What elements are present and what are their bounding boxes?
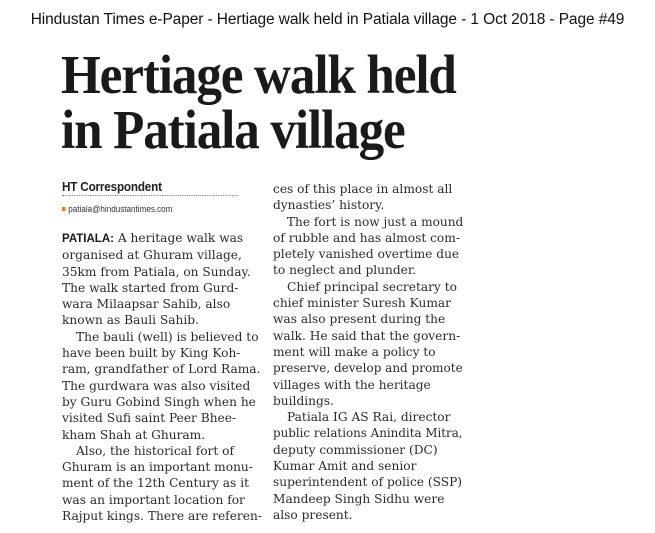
text-line: deputy commissioner (DC) [273,442,438,457]
text-line: wara Milaapsar Sahib, also [62,297,231,312]
text-line: Kumar Amit and senior [273,459,417,474]
paragraph [273,279,463,409]
text-line: Also, the historical fort of [76,443,234,458]
article-column-2 [273,181,463,523]
paragraph [62,443,262,524]
text-line: walk. He said that the govern- [273,328,461,343]
email-link[interactable]: patiala@hindustantimes.com [68,204,173,214]
text-line: The bauli (well) is believed to [76,329,259,344]
bullet-square-icon [62,207,66,211]
text-line: organised at Ghuram village, [62,248,242,263]
text-line: superintendent of police (SSP) [273,475,463,490]
text-line: The walk started from Gurd- [62,280,239,295]
text-line: was also present during the [273,312,446,327]
text-line: Ghuram is an important monu- [62,460,253,475]
text-line: Chief principal secretary to [287,279,457,294]
paragraph [273,214,463,279]
paragraph [62,230,262,329]
byline-email [62,204,172,214]
article-column-1 [62,230,262,524]
text-line: chief minister Suresh Kumar [273,296,451,311]
text-line: known as Bauli Sahib. [62,313,199,328]
article-headline [61,44,456,160]
paragraph [273,409,463,523]
paragraph [273,181,463,214]
text-line: ram, grandfather of Lord Rama. [62,362,261,377]
text-line: kham Shah at Ghuram. [62,427,206,442]
text-line: The fort is now just a mound [286,214,464,229]
byline-author: HT Correspondent [62,179,162,194]
headline-line-2: in Patiala village [61,99,405,160]
text-line: PATIALA: A heritage walk was [62,231,244,245]
text-line: buildings. [273,393,334,408]
text-line: visited Sufi saint Peer Bhee- [62,411,237,426]
text-line: preserve, develop and promote [273,361,463,376]
dateline: PATIALA: [62,233,114,245]
text-line: by Guru Gobind Singh when he [62,394,256,409]
text-line: ces of this place in almost all [273,182,453,196]
text-line: public relations Anindita Mitra, [273,426,463,441]
text-line: also present. [273,507,353,522]
text-line: of rubble and has almost com- [273,230,460,245]
text-line: have been built by King Koh- [62,346,241,361]
text-line: 35km from Patiala, on Sunday. [62,264,251,279]
text-line: to neglect and plunder. [273,263,417,278]
byline [62,179,238,196]
text-line: Patiala IG AS Rai, director [287,410,451,425]
text-line: was an important location for [62,492,245,507]
text-line: dynasties’ history. [273,198,385,213]
text-line: Rajput kings. There are referen- [62,509,262,524]
text-line: villages with the heritage [273,377,431,392]
paragraph [62,329,262,443]
page-title: Hindustan Times e-Paper - Hertiage walk held in Patiala village - 1 Oct 2018 - Page #49 [30,11,625,28]
headline-line-1: Hertiage walk held [61,44,456,105]
text-line: Mandeep Singh Sidhu were [273,491,445,506]
text-line: The gurdwara was also visited [62,378,251,393]
text-line: ment will make a policy to [273,344,436,359]
text-line: ment of the 12th Century as it [62,476,249,491]
text-line: pletely vanished overtime due [273,247,460,262]
